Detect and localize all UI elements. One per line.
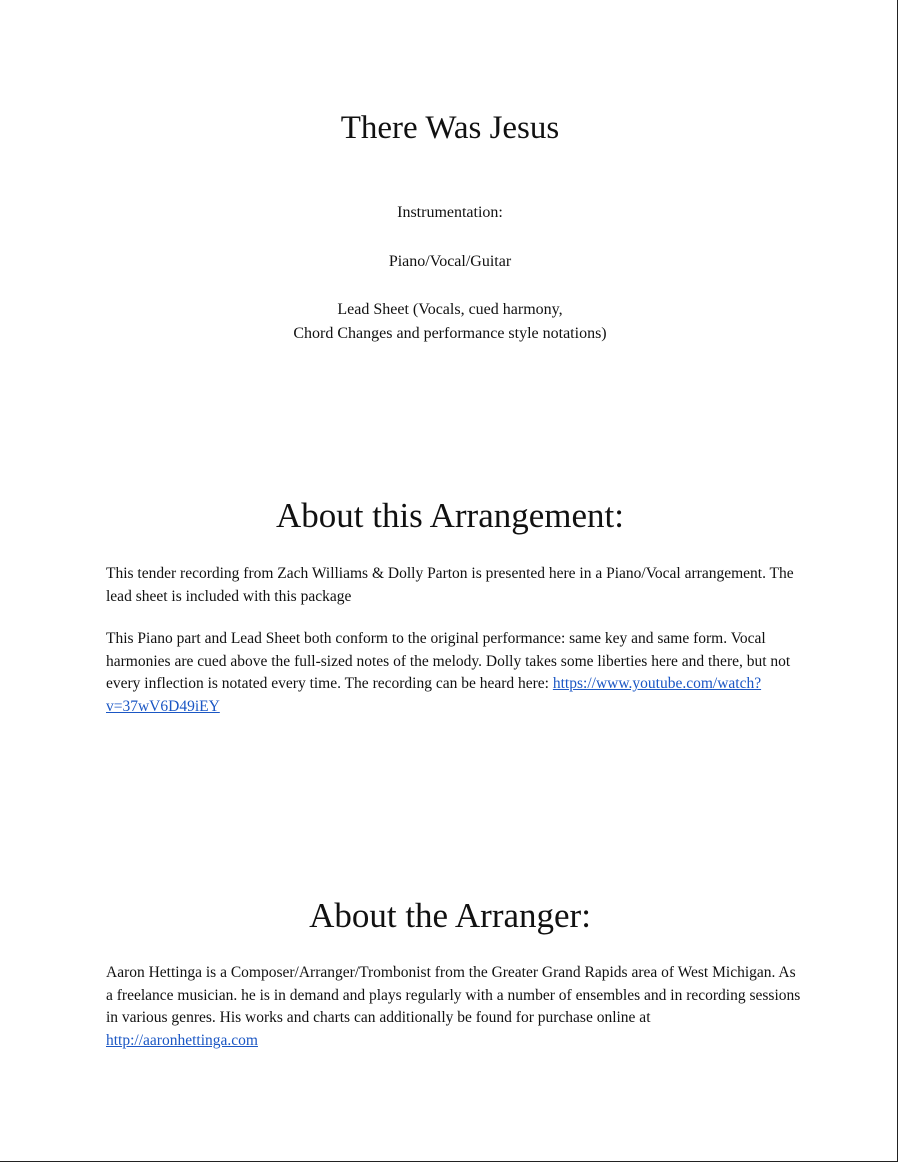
instrumentation-label: Instrumentation:: [397, 204, 503, 221]
arranger-paragraph: [106, 962, 806, 1052]
instrumentation-list: Piano/Vocal/Guitar: [388, 253, 512, 270]
lead-sheet-line-2: Chord Changes and performance style notations): [293, 325, 607, 342]
arranger-paragraph-text: Aaron Hettinga is a Composer/Arranger/Trombonist from the Greater Grand Rapids area of West Michigan. As a freelance musician. he is in demand and plays regularly with a number of ensembles and in recording sessions in various genres. His works and charts can additionally be found for purchase online at: [106, 964, 801, 1026]
arrangement-paragraph-1: This tender recording from Zach Williams & Dolly Parton is presented here in a Piano/Vocal arrangement. The lead sheet is included with this package: [106, 565, 794, 605]
lead-sheet-line-1: Lead Sheet (Vocals, cued harmony,: [337, 301, 563, 318]
arranger-heading: About the Arranger:: [309, 896, 591, 935]
lead-sheet-description: [0, 298, 900, 346]
recording-link[interactable]: https://www.youtube.com/watch?v=37wV6D49iEY: [106, 675, 762, 715]
arrangement-paragraph-2-text: This Piano part and Lead Sheet both conform to the original performance: same key and same form. Vocal harmonies are cued above the full-sized notes of the melody. Dolly takes some liberties here and there, but not every inflection is notated every time. The recording can be heard here:: [106, 630, 791, 692]
arrangement-paragraph-2: [106, 628, 806, 718]
arranger-website-link[interactable]: http://aaronhettinga.com: [106, 1031, 258, 1049]
song-title: There Was Jesus: [340, 110, 560, 146]
arrangement-heading: About this Arrangement:: [275, 496, 624, 535]
